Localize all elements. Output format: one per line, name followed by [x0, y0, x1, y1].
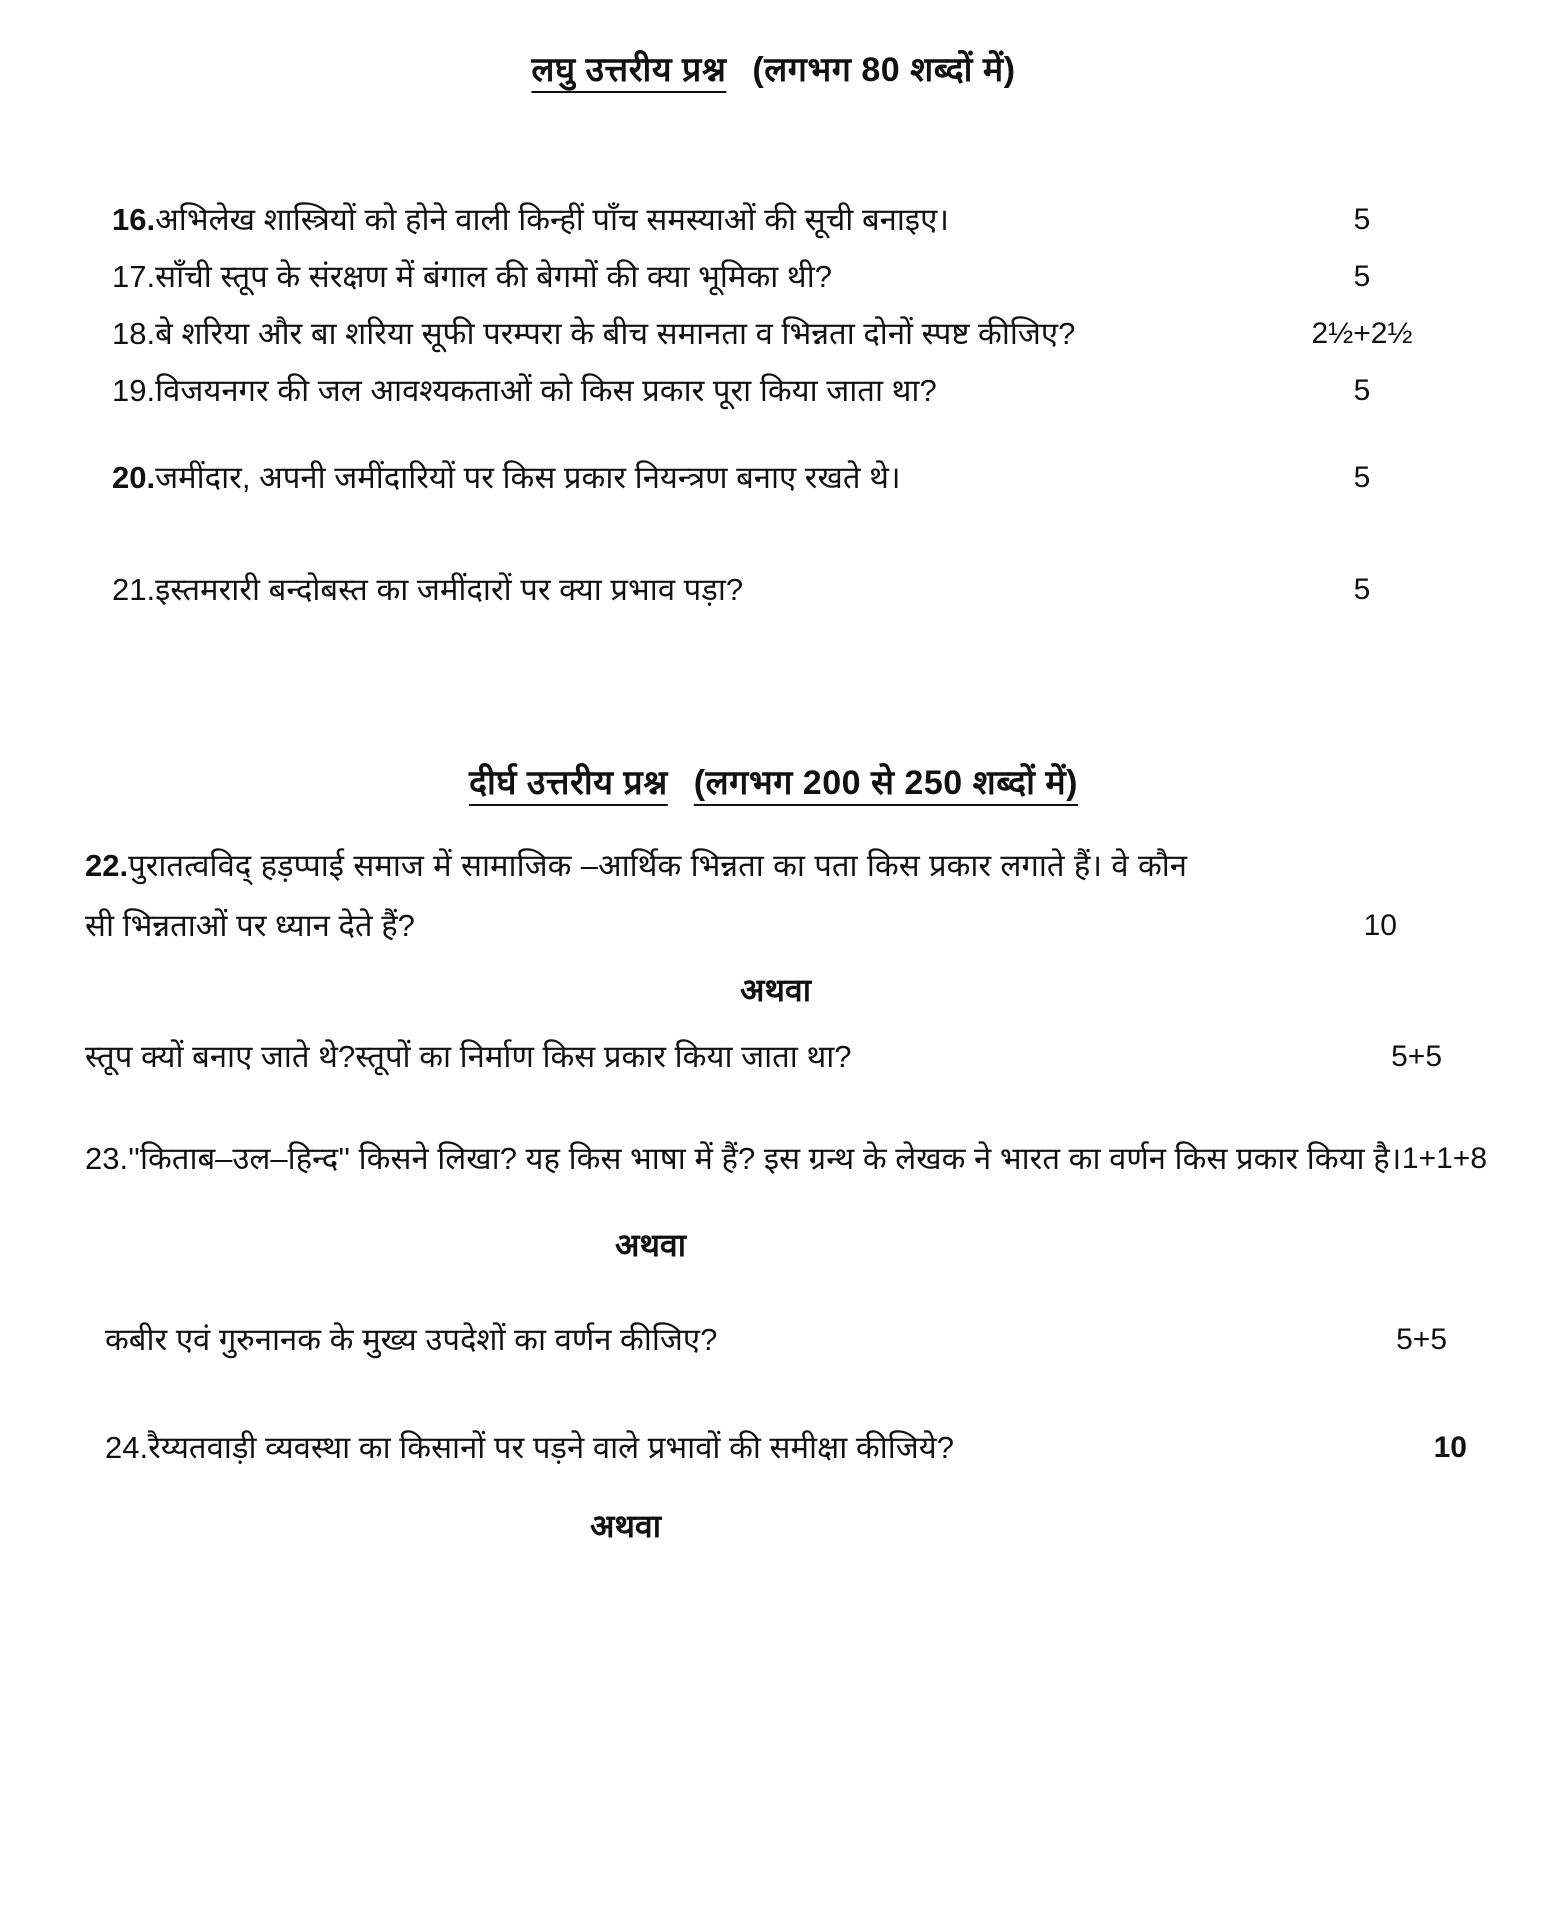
- question-row-22: [85, 836, 1487, 956]
- question-19-body: विजयनगर की जल आवश्यकताओं को किस प्रकार पूरा किया जाता था?: [155, 373, 937, 408]
- question-row-20: [112, 449, 1547, 506]
- question-row-23-alternative: [85, 1310, 1487, 1370]
- question-23-marks: 1+1+8: [1401, 1142, 1487, 1175]
- question-24-marks: 10: [1433, 1431, 1467, 1464]
- short-answer-section-heading: [0, 45, 1547, 91]
- question-23-alt-marks: 5+5: [1396, 1323, 1447, 1356]
- question-row-22-alternative: [85, 1027, 1487, 1087]
- question-row-24: [85, 1418, 1487, 1478]
- question-21-marks: 5: [1353, 573, 1371, 606]
- short-section-word-limit: (लगभग 80 शब्दों में): [752, 51, 1016, 89]
- question-22-alt-body: स्तूप क्यों बनाए जाते थे?स्तूपों का निर्माण किस प्रकार किया जाता था?: [85, 1039, 852, 1074]
- question-row-23: [85, 1129, 1487, 1189]
- question-row-21: [112, 561, 1547, 618]
- question-19-marks: 5: [1353, 374, 1371, 407]
- question-row-16: [112, 191, 1547, 248]
- question-21-body: इस्तमरारी बन्दोबस्त का जमींदारों पर क्या प्रभाव पड़ा?: [155, 572, 744, 607]
- question-17-number: 17.: [112, 259, 156, 294]
- question-22-alt-marks: 5+5: [1391, 1040, 1442, 1073]
- question-20-body: जमींदार, अपनी जमींदारियों पर किस प्रकार नियन्त्रण बनाए रखते थे।: [155, 460, 901, 495]
- question-19-number: 19.: [112, 373, 156, 408]
- question-16-marks: 5: [1353, 203, 1371, 236]
- question-19-text: [112, 362, 1177, 419]
- long-section-word-limit: (लगभग 200 से 250 शब्दों में): [693, 764, 1078, 802]
- question-24-body: रैय्यतवाड़ी व्यवस्था का किसानों पर पड़ने वाले प्रभावों की समीक्षा कीजिये?: [148, 1430, 954, 1465]
- short-questions-block: [0, 191, 1547, 618]
- question-18-text: [112, 305, 1177, 362]
- question-row-19: [112, 362, 1547, 419]
- question-16-body: अभिलेख शास्त्रियों को होने वाली किन्हीं पाँच समस्याओं की सूची बनाइए।: [155, 202, 949, 237]
- or-separator-2: अथवा: [615, 1227, 686, 1263]
- question-21-number: 21.: [112, 572, 156, 607]
- long-answer-section-heading: [0, 758, 1547, 804]
- question-20-number: 20.: [112, 460, 156, 495]
- long-questions-block: [0, 836, 1547, 1547]
- question-16-text: [112, 191, 1177, 248]
- question-21-text: [112, 561, 1177, 618]
- short-section-title: लघु उत्तरीय प्रश्न: [531, 51, 727, 89]
- question-18-number: 18.: [112, 316, 156, 351]
- question-22-marks: 10: [1363, 909, 1397, 942]
- question-23-alt-body: कबीर एवं गुरुनानक के मुख्य उपदेशों का वर्णन कीजिए?: [105, 1322, 718, 1357]
- long-section-title: दीर्घ उत्तरीय प्रश्न: [469, 764, 668, 802]
- or-separator-1: अथवा: [740, 972, 811, 1008]
- question-17-body: साँची स्तूप के संरक्षण में बंगाल की बेगमों की क्या भूमिका थी?: [155, 259, 832, 294]
- question-22-number: 22.: [85, 848, 129, 883]
- question-row-18: [112, 305, 1547, 362]
- question-23-number: 23.: [85, 1141, 129, 1176]
- question-18-body: बे शरिया और बा शरिया सूफी परम्परा के बीच समानता व भिन्नता दोनों स्पष्ट कीजिए?: [155, 316, 1076, 351]
- question-22-body: पुरातत्वविद् हड़प्पाई समाज में सामाजिक –आर्थिक भिन्नता का पता किस प्रकार लगाते हैं। वे कौन सी भिन्नताओं पर ध्यान देते हैं?: [85, 848, 1187, 943]
- question-row-17: [112, 248, 1547, 305]
- question-24-number: 24.: [105, 1430, 149, 1465]
- question-17-marks: 5: [1353, 260, 1371, 293]
- question-20-marks: 5: [1353, 461, 1371, 494]
- question-16-number: 16.: [112, 202, 156, 237]
- question-20-text: [112, 449, 1177, 506]
- question-17-text: [112, 248, 1177, 305]
- or-separator-3: अथवा: [590, 1508, 661, 1544]
- question-18-marks: 2½+2½: [1311, 317, 1413, 350]
- question-23-body: ''किताब–उल–हिन्द'' किसने लिखा? यह किस भाषा में हैं? इस ग्रन्थ के लेखक ने भारत का वर्णन किस प्रकार किया है।: [128, 1141, 1402, 1176]
